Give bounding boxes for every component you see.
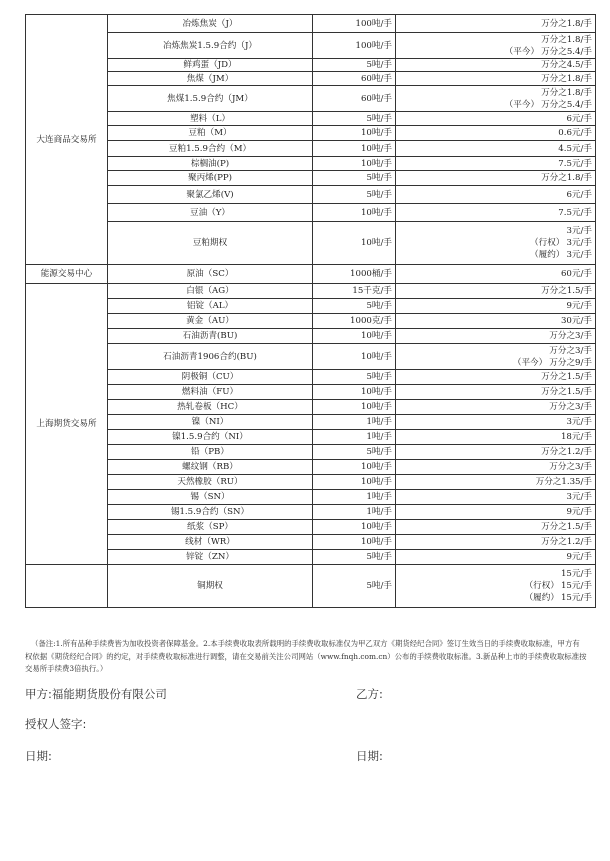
fee-qualifier: （履约） <box>524 593 559 603</box>
fee-value: 15元/手 <box>560 569 592 579</box>
party-b-label: 乙方: <box>356 687 383 701</box>
fee-cell <box>396 415 596 430</box>
table-row <box>26 112 596 126</box>
table-row <box>26 520 596 535</box>
fee-line <box>399 401 592 413</box>
fee-value: 万分之1.5/手 <box>541 286 592 296</box>
fee-line <box>399 127 592 139</box>
table-row <box>26 15 596 33</box>
product-name: 原油（SC） <box>108 265 313 284</box>
fee-cell <box>396 126 596 141</box>
date-left-label: 日期: <box>25 749 52 763</box>
fee-line <box>399 237 592 249</box>
contract-unit: 5吨/手 <box>313 171 396 186</box>
table-row <box>26 299 596 314</box>
contract-unit: 60吨/手 <box>313 72 396 86</box>
fee-line <box>399 461 592 473</box>
contract-unit: 10吨/手 <box>313 222 396 265</box>
fee-qualifier: （履约） <box>530 250 565 260</box>
fee-line <box>399 446 592 458</box>
fee-value: 万分之4.5/手 <box>541 60 592 70</box>
fee-line <box>399 580 592 592</box>
contract-unit: 1吨/手 <box>313 505 396 520</box>
contract-unit: 5吨/手 <box>313 565 396 608</box>
fee-value: 万分之1.8/手 <box>541 34 592 45</box>
fee-line <box>399 113 592 125</box>
fee-value: 4.5元/手 <box>558 143 592 154</box>
fee-line <box>399 300 592 312</box>
fee-value: 3元/手 <box>566 492 592 502</box>
product-name: 铅（PB） <box>108 445 313 460</box>
table-row <box>26 265 596 284</box>
fee-value: 15元/手 <box>560 593 592 603</box>
product-name: 锡1.5.9合约（SN） <box>108 505 313 520</box>
contract-unit: 1000桶/手 <box>313 265 396 284</box>
table-row <box>26 475 596 490</box>
table-row <box>26 329 596 344</box>
fee-qualifier: （平今） <box>512 357 548 368</box>
fee-line <box>399 568 592 580</box>
fee-value: 30元/手 <box>560 316 592 326</box>
contract-unit: 10吨/手 <box>313 475 396 490</box>
product-name: 石油沥青(BU) <box>108 329 313 344</box>
fee-line <box>399 18 592 30</box>
fee-line <box>399 34 592 46</box>
fee-line <box>399 521 592 533</box>
fee-value: 万分之3/手 <box>549 462 592 472</box>
table-row <box>26 186 596 204</box>
exchange-name <box>26 565 108 608</box>
fee-value: 9元/手 <box>566 552 592 562</box>
product-name: 铝锭（AL） <box>108 299 313 314</box>
contract-unit: 15千克/手 <box>313 284 396 299</box>
fee-line <box>399 99 592 111</box>
product-name: 鲜鸡蛋（JD） <box>108 59 313 72</box>
fee-value: 3元/手 <box>566 226 592 236</box>
table-row <box>26 141 596 157</box>
fee-cell <box>396 86 596 112</box>
fee-qualifier: （行权） <box>530 238 565 248</box>
product-name: 螺纹钢（RB） <box>108 460 313 475</box>
fee-cell <box>396 204 596 222</box>
fee-cell <box>396 222 596 265</box>
fee-line <box>399 357 592 369</box>
fee-line <box>399 491 592 503</box>
contract-unit: 5吨/手 <box>313 112 396 126</box>
fee-value: 万分之9/手 <box>549 357 592 368</box>
fee-line <box>399 46 592 58</box>
product-name: 石油沥青1906合约(BU) <box>108 344 313 370</box>
fee-line <box>399 207 592 219</box>
fee-cell <box>396 171 596 186</box>
product-name: 热轧卷板（HC） <box>108 400 313 415</box>
table-row <box>26 126 596 141</box>
fee-cell <box>396 15 596 33</box>
table-row <box>26 33 596 59</box>
fee-line <box>399 345 592 357</box>
fee-cell <box>396 430 596 445</box>
date-right-label: 日期: <box>356 749 383 763</box>
fee-line <box>399 225 592 237</box>
fee-cell <box>396 445 596 460</box>
table-row <box>26 72 596 86</box>
fee-line <box>399 87 592 99</box>
contract-unit: 1000克/手 <box>313 314 396 329</box>
fee-line <box>399 431 592 443</box>
fee-cell <box>396 400 596 415</box>
fee-line <box>399 189 592 201</box>
fee-cell <box>396 72 596 86</box>
contract-unit: 5吨/手 <box>313 445 396 460</box>
fee-value: 9元/手 <box>566 507 592 517</box>
contract-unit: 1吨/手 <box>313 490 396 505</box>
fee-cell <box>396 565 596 608</box>
product-name: 豆粕1.5.9合约（M） <box>108 141 313 157</box>
fee-value: 万分之3/手 <box>549 402 592 412</box>
product-name: 聚氯乙烯(V) <box>108 186 313 204</box>
fee-value: 万分之1.5/手 <box>541 387 592 397</box>
contract-unit: 5吨/手 <box>313 370 396 385</box>
product-name: 线材（WR） <box>108 535 313 550</box>
product-name: 白银（AG） <box>108 284 313 299</box>
product-name: 棕榈油(P) <box>108 157 313 171</box>
fee-line <box>399 143 592 155</box>
fee-cell <box>396 344 596 370</box>
table-row <box>26 284 596 299</box>
fee-value: 3元/手 <box>566 238 592 248</box>
table-row <box>26 86 596 112</box>
fee-line <box>399 158 592 170</box>
table-row <box>26 505 596 520</box>
fee-line <box>399 330 592 342</box>
fee-value: 万分之1.8/手 <box>541 18 592 29</box>
table-row <box>26 415 596 430</box>
contract-unit: 10吨/手 <box>313 141 396 157</box>
fee-line <box>399 476 592 488</box>
contract-unit: 1吨/手 <box>313 415 396 430</box>
fee-cell <box>396 329 596 344</box>
contract-unit: 1吨/手 <box>313 430 396 445</box>
authorized-signature-label: 授权人签字: <box>25 717 87 731</box>
table-row <box>26 400 596 415</box>
contract-unit: 10吨/手 <box>313 520 396 535</box>
table-row <box>26 157 596 171</box>
contract-unit: 10吨/手 <box>313 400 396 415</box>
fee-table-body <box>26 15 596 608</box>
product-name: 铜期权 <box>108 565 313 608</box>
contract-unit: 5吨/手 <box>313 59 396 72</box>
product-name: 镍（NI） <box>108 415 313 430</box>
fee-cell <box>396 505 596 520</box>
party-a-label: 甲方:福能期货股份有限公司 <box>25 687 167 701</box>
exchange-name: 大连商品交易所 <box>26 15 108 265</box>
table-row <box>26 314 596 329</box>
fee-qualifier: （行权） <box>524 581 559 591</box>
contract-unit: 10吨/手 <box>313 460 396 475</box>
fee-value: 18元/手 <box>560 432 592 442</box>
fee-cell <box>396 265 596 284</box>
table-row <box>26 445 596 460</box>
product-name: 燃料油（FU） <box>108 385 313 400</box>
fee-value: 7.5元/手 <box>558 207 592 218</box>
contract-unit: 10吨/手 <box>313 204 396 222</box>
fee-cell <box>396 490 596 505</box>
product-name: 塑料（L） <box>108 112 313 126</box>
fee-value: 3元/手 <box>566 250 592 260</box>
fee-qualifier: （平今） <box>504 46 540 57</box>
fee-line <box>399 416 592 428</box>
fee-cell <box>396 186 596 204</box>
fee-cell <box>396 385 596 400</box>
product-name: 黄金（AU） <box>108 314 313 329</box>
product-name: 豆油（Y） <box>108 204 313 222</box>
product-name: 天然橡胶（RU） <box>108 475 313 490</box>
fee-value: 万分之1.5/手 <box>541 372 592 382</box>
fee-value: 万分之1.8/手 <box>541 173 592 183</box>
fee-line <box>399 592 592 604</box>
fee-qualifier: （平今） <box>504 99 540 110</box>
product-name: 焦煤1.5.9合约（JM） <box>108 86 313 112</box>
table-row <box>26 385 596 400</box>
product-name: 豆粕期权 <box>108 222 313 265</box>
fee-line <box>399 249 592 261</box>
product-name: 纸浆（SP） <box>108 520 313 535</box>
contract-unit: 5吨/手 <box>313 550 396 565</box>
fee-value: 万分之3/手 <box>549 345 592 356</box>
table-row <box>26 550 596 565</box>
fee-cell <box>396 157 596 171</box>
contract-unit: 10吨/手 <box>313 344 396 370</box>
fee-value: 0.6元/手 <box>558 128 592 138</box>
table-row <box>26 370 596 385</box>
product-name: 锌锭（ZN） <box>108 550 313 565</box>
table-row <box>26 59 596 72</box>
product-name: 豆粕（M） <box>108 126 313 141</box>
product-name: 锡（SN） <box>108 490 313 505</box>
contract-unit: 10吨/手 <box>313 126 396 141</box>
fee-cell <box>396 520 596 535</box>
table-row <box>26 460 596 475</box>
fee-value: 万分之1.2/手 <box>541 447 592 457</box>
fee-value: 万分之1.8/手 <box>541 73 592 84</box>
fee-value: 60元/手 <box>560 269 592 279</box>
fee-cell <box>396 535 596 550</box>
fee-value: 万分之1.5/手 <box>541 522 592 532</box>
fee-value: 15元/手 <box>560 581 592 591</box>
table-row <box>26 565 596 608</box>
fee-line <box>399 285 592 297</box>
fee-line <box>399 386 592 398</box>
contract-unit: 10吨/手 <box>313 385 396 400</box>
fee-cell <box>396 284 596 299</box>
exchange-name: 能源交易中心 <box>26 265 108 284</box>
table-row <box>26 222 596 265</box>
fee-cell <box>396 314 596 329</box>
fee-cell <box>396 460 596 475</box>
table-row <box>26 430 596 445</box>
fee-line <box>399 73 592 85</box>
fee-value: 万分之1.8/手 <box>541 87 592 98</box>
fee-cell <box>396 112 596 126</box>
fee-value: 万分之5.4/手 <box>541 46 592 57</box>
fee-value: 万分之1.2/手 <box>541 537 592 547</box>
fee-cell <box>396 550 596 565</box>
fee-line <box>399 172 592 184</box>
table-row <box>26 535 596 550</box>
fee-cell <box>396 299 596 314</box>
fee-value: 6元/手 <box>566 113 592 124</box>
fee-line <box>399 551 592 563</box>
fee-line <box>399 506 592 518</box>
fee-line <box>399 59 592 71</box>
product-name: 镍1.5.9合约（NI） <box>108 430 313 445</box>
product-name: 阴极铜（CU） <box>108 370 313 385</box>
fee-value: 万分之3/手 <box>549 331 592 341</box>
contract-unit: 60吨/手 <box>313 86 396 112</box>
contract-unit: 5吨/手 <box>313 299 396 314</box>
fee-cell <box>396 59 596 72</box>
fee-cell <box>396 370 596 385</box>
exchange-name: 上海期货交易所 <box>26 284 108 565</box>
table-row <box>26 204 596 222</box>
contract-unit: 5吨/手 <box>313 186 396 204</box>
fee-value: 万分之5.4/手 <box>541 99 592 110</box>
fee-cell <box>396 475 596 490</box>
fee-line <box>399 268 592 280</box>
table-row <box>26 490 596 505</box>
fee-line <box>399 371 592 383</box>
remarks-note: （备注:1.所有品种手续费皆为加收投资者保障基金。2.本手续费收取表所载明的手续费收取标准仅为甲乙双方《期货经纪合同》签订生效当日的手续费收取标准，甲方有权依据《期货经纪合同》的约定，对手续费收取标准进行调整，请在交易前关注公司网站（www.fnqh.com.cn）公布的手续费收取标准。3.新品种上市的手续费收取标准按交易所手续费3倍执行。） <box>25 639 587 673</box>
table-row <box>26 171 596 186</box>
product-name: 冶炼焦炭1.5.9合约（J） <box>108 33 313 59</box>
fee-cell <box>396 33 596 59</box>
fee-table <box>25 14 596 608</box>
fee-value: 万分之1.35/手 <box>535 477 592 487</box>
product-name: 聚丙烯(PP) <box>108 171 313 186</box>
fee-value: 6元/手 <box>566 189 592 200</box>
contract-unit: 10吨/手 <box>313 535 396 550</box>
product-name: 冶炼焦炭（J） <box>108 15 313 33</box>
contract-unit: 10吨/手 <box>313 157 396 171</box>
contract-unit: 100吨/手 <box>313 33 396 59</box>
contract-unit: 100吨/手 <box>313 15 396 33</box>
fee-line <box>399 315 592 327</box>
fee-line <box>399 536 592 548</box>
product-name: 焦煤（JM） <box>108 72 313 86</box>
contract-unit: 10吨/手 <box>313 329 396 344</box>
fee-value: 9元/手 <box>566 301 592 311</box>
fee-value: 7.5元/手 <box>558 158 592 169</box>
fee-cell <box>396 141 596 157</box>
table-row <box>26 344 596 370</box>
fee-value: 3元/手 <box>566 417 592 427</box>
